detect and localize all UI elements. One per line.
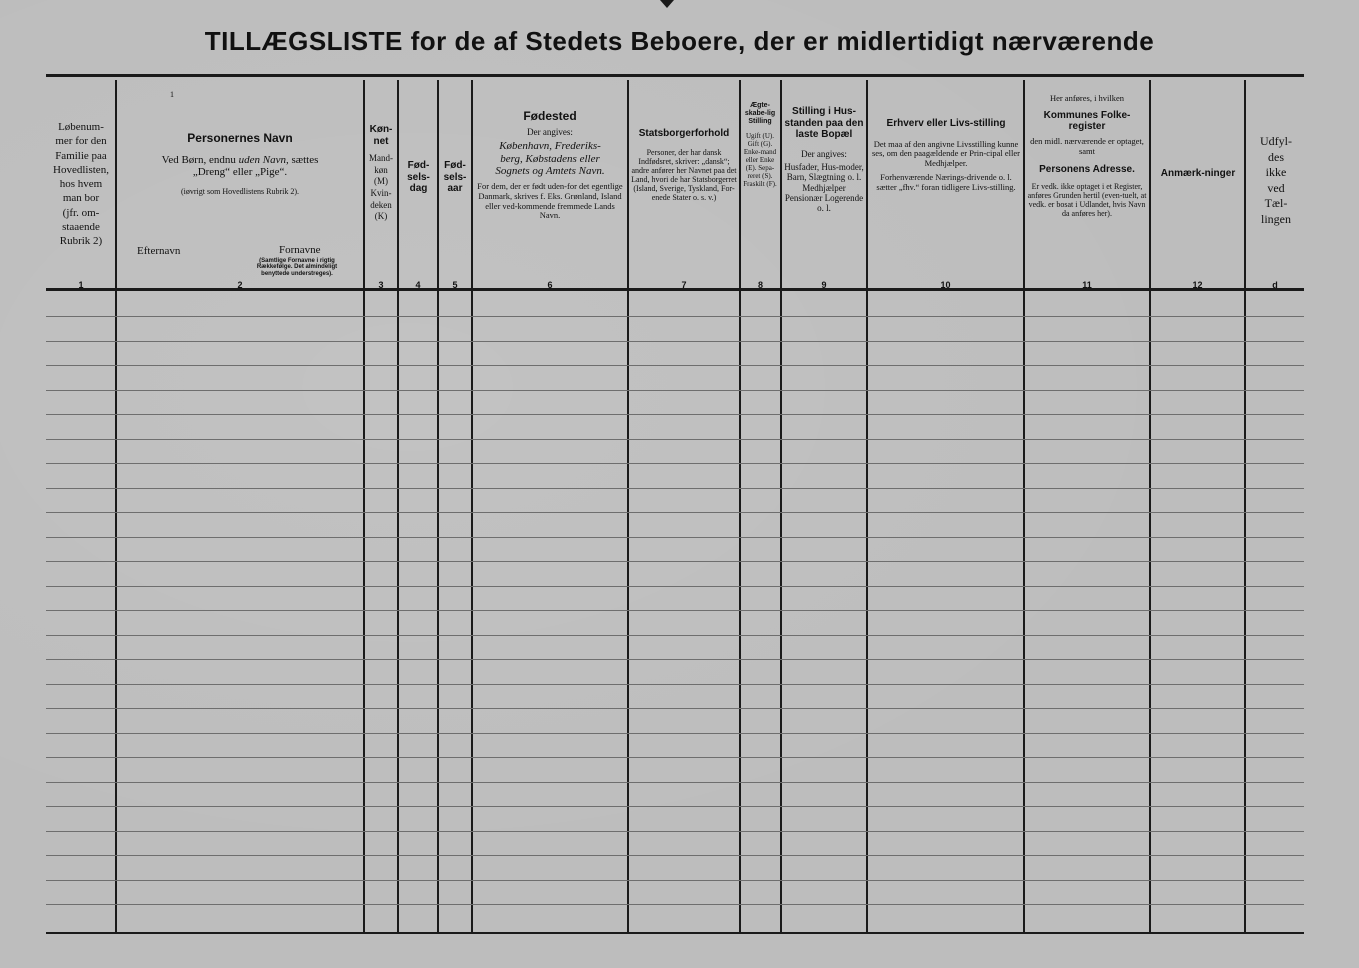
entry-row-line <box>46 733 1304 734</box>
col7-text: Personer, der har dansk Indfødsret, skriver: „dansk“; andre anfører her Navnet paa det Land, hvori de har Statsborgerret (Island, Sverige, Tyskland, For-enede Stater o. s. v.) <box>631 147 737 203</box>
col1-line: man bor <box>62 192 100 205</box>
entry-row-line <box>46 684 1304 685</box>
col10-heading: Erhverv eller Livs-stilling <box>886 118 1006 129</box>
entry-row-line <box>46 782 1304 783</box>
column-divider <box>471 80 473 932</box>
column-number: 8 <box>757 280 763 290</box>
col6-sub: Der angives: <box>527 126 573 137</box>
col10-text2: Forhenværende Nærings-drivende o. l. sætter „fhv.“ foran tidligere Livs-stilling. <box>876 171 1016 192</box>
col8-heading: Ægte-skabe-lig Stilling <box>744 102 776 126</box>
col9-text: Husfader, Hus-moder, Barn, Slægtning o. l. Medhjælper Pensionær Logerende o. l. <box>784 161 864 214</box>
col2-line1-wrap <box>162 154 319 167</box>
column-divider <box>1149 80 1151 932</box>
column-8-header <box>741 102 779 188</box>
column-6-header <box>475 110 625 221</box>
entry-row-line <box>46 880 1304 881</box>
column-divider <box>115 80 117 932</box>
column-7-header <box>630 128 738 203</box>
column-2-header <box>120 132 360 196</box>
entry-row-line <box>46 831 1304 832</box>
column-number: 6 <box>547 280 553 290</box>
entry-row-line <box>46 537 1304 538</box>
col3-line: Mand- <box>369 153 393 163</box>
column-divider <box>780 80 782 932</box>
col2-sub-right: Fornavne <box>279 244 321 256</box>
cold-line: Tæl- <box>1264 196 1288 211</box>
column-divider <box>866 80 868 932</box>
bottom-rule <box>46 932 1304 934</box>
col1-line: Løbenum- <box>58 121 104 133</box>
cold-line: Udfyl- <box>1260 134 1292 148</box>
column-12-header <box>1152 168 1244 180</box>
entry-row-line <box>46 463 1304 464</box>
column-2-mark: 1 <box>170 90 174 99</box>
col3-heading: Køn-net <box>369 124 393 147</box>
col2-line1-italic: uden Navn, <box>238 153 289 166</box>
column-number: 10 <box>940 280 951 290</box>
column-3-header <box>365 124 397 223</box>
entry-row-line <box>46 341 1304 342</box>
column-divider <box>437 80 439 932</box>
col1-line: hos hvem <box>59 178 103 191</box>
cold-line: des <box>1268 149 1284 164</box>
entry-row-line <box>46 806 1304 807</box>
col7-heading: Statsborgerforhold <box>638 128 730 139</box>
entry-row-line <box>46 708 1304 709</box>
cold-line: ikke <box>1265 165 1287 180</box>
column-number: 4 <box>415 280 421 290</box>
column-number: 3 <box>378 280 384 290</box>
col11-heading: Kommunes Folke-register <box>1043 109 1131 133</box>
column-divider <box>1023 80 1025 932</box>
col6-rest: For dem, der er født uden-for det egentlige Danmark, skrives f. Eks. Grønland, Island eller ved-kommende fremmede Lands Navn. <box>477 181 623 221</box>
top-rule <box>46 74 1304 77</box>
entry-row-line <box>46 365 1304 366</box>
col11-text: Er vedk. ikke optaget i et Register, anføres Grunden hertil (even-tuelt, at vedk. er bosat i Udlandet, hvis Navn da anføres her). <box>1027 181 1147 219</box>
col3-lines <box>369 153 393 223</box>
col6-italic1: København, Frederiks- <box>499 140 601 153</box>
col4-heading: Fød-sels-dag <box>407 160 430 194</box>
col3-line: Kvin- <box>370 188 392 199</box>
column-number: 5 <box>452 280 458 290</box>
col2-sub-left: Efternavn <box>137 245 181 257</box>
column-1-header <box>48 120 114 249</box>
col8-text: Ugift (U). Gift (G). Enke-mand eller Enke (E). Sepa-reret (S). Fraskilt (F). <box>743 132 777 189</box>
col6-italic3: Sognets og Amtets Navn. <box>495 165 605 178</box>
col1-line: staaende <box>62 221 100 234</box>
entry-row-line <box>46 488 1304 489</box>
entry-row-line <box>46 904 1304 905</box>
col1-line: Familie paa <box>55 149 107 162</box>
entry-row-line <box>46 659 1304 660</box>
col2-line3: (iøvrigt som Hovedlistens Rubrik 2). <box>181 187 299 197</box>
column-11-header <box>1026 94 1148 219</box>
entry-row-line <box>46 512 1304 513</box>
col2-line1: Ved Børn, endnu <box>161 153 236 166</box>
column-divider <box>627 80 629 932</box>
col2-line2: „Dreng“ eller „Pige“. <box>192 166 288 179</box>
column-4-header <box>400 160 437 195</box>
entry-row-line <box>46 855 1304 856</box>
col11-mid: den midl. nærværende er optaget, samt <box>1030 135 1144 156</box>
entry-row-line <box>46 390 1304 391</box>
col12-heading: Anmærk-ninger <box>1160 168 1236 179</box>
column-divider <box>397 80 399 932</box>
column-number: 12 <box>1192 280 1203 290</box>
col5-heading: Fød-sels-aar <box>443 160 467 194</box>
col3-line: (K) <box>374 211 388 222</box>
entry-row-line <box>46 561 1304 562</box>
col6-italic2: berg, Købstadens eller <box>500 152 600 165</box>
column-d-header <box>1247 134 1305 228</box>
column-number: d <box>1272 280 1278 290</box>
column-divider <box>1244 80 1246 932</box>
col9-sub: Der angives: <box>801 148 847 159</box>
col11-top: Her anføres, i hvilken <box>1049 93 1125 103</box>
column-5-header <box>439 160 471 195</box>
col2-line1-end: sættes <box>291 153 319 166</box>
column-10-header <box>870 118 1022 192</box>
column-number: 7 <box>681 280 687 290</box>
entry-row-line <box>46 316 1304 317</box>
column-divider <box>739 80 741 932</box>
entry-row-line <box>46 414 1304 415</box>
cold-line: lingen <box>1261 211 1291 226</box>
entry-row-line <box>46 586 1304 587</box>
entry-row-line <box>46 757 1304 758</box>
col1-line: Rubrik 2) <box>59 235 103 248</box>
top-notch-mark <box>660 0 674 8</box>
col1-line: Hovedlisten, <box>53 163 109 176</box>
col1-line: (jfr. om- <box>62 206 100 219</box>
entry-row-line <box>46 635 1304 636</box>
column-number: 11 <box>1082 280 1092 290</box>
form-title: TILLÆGSLISTE for de af Stedets Beboere, der er midlertidigt nærværende <box>204 26 1155 56</box>
cold-line: ved <box>1267 180 1285 195</box>
col3-line: køn <box>374 164 388 175</box>
col1-line: mer for den <box>55 135 107 148</box>
column-number: 1 <box>78 280 84 290</box>
entry-row-line <box>46 439 1304 440</box>
col3-line: (M) <box>374 176 388 187</box>
column-number: 2 <box>237 280 243 290</box>
entry-row-line <box>46 610 1304 611</box>
column-number: 9 <box>821 280 827 290</box>
col11-heading2: Personens Adresse. <box>1039 164 1135 176</box>
column-9-header <box>783 106 865 214</box>
col2-sub-note: (Samtlige Fornavne i rigtig Rækkefølge. Det almindeligt benyttede understreges). <box>256 258 338 277</box>
col3-line: deken <box>370 199 392 210</box>
col2-heading: Personernes Navn <box>187 131 293 145</box>
col6-heading: Fødested <box>523 109 577 123</box>
col10-text1: Det maa af den angivne Livsstilling kunne ses, om den paagældende er Prin-cipal eller Medhjælper. <box>872 138 1020 169</box>
col9-heading: Stilling i Hus-standen paa den laste Bopæl <box>784 106 864 140</box>
